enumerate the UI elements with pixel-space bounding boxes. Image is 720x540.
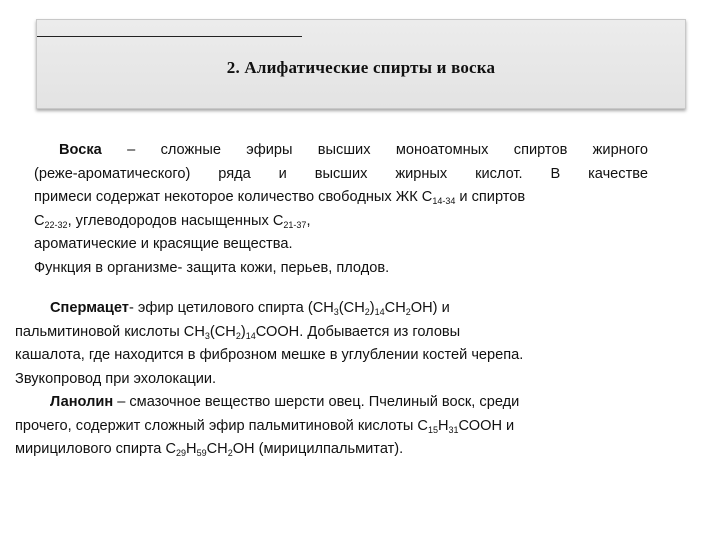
lanolin-line-2: прочего, содержит сложный эфир пальмитиновой кислоты $С_{15}Н_{31}СООН$ и [15, 417, 515, 435]
slide-title: 2. Алифатические спирты и воска [226, 58, 496, 77]
title-rule [37, 36, 302, 37]
lanolin-term: Ланолин [50, 394, 114, 410]
voska-line-3: примеси содержат некоторое количество свободных ЖК $С_{14-34}$ и спиртов [34, 189, 526, 206]
spermacet-line-4: Звукопровод при эхолокации. [15, 370, 217, 387]
voska-line-4: $С_{22-32}$, углеводородов насыщенных $С_{21-37}$, [34, 212, 311, 230]
spermacet-lanolin-paragraph [15, 297, 655, 462]
voska-term: Воска [59, 142, 102, 158]
spermacet-line-3: кашалота, где находится в фиброзном мешке в углублении костей черепа. [15, 347, 524, 363]
voska-function: Функция в организме- защита кожи, перьев, плодов. [34, 259, 390, 276]
voska-paragraph [34, 139, 648, 280]
lanolin-line-1: Ланолин – смазочное вещество шерсти овец. Пчелиный воск, среди [50, 394, 520, 410]
slide-title-box [36, 19, 686, 109]
voska-line-1: Воска – сложные эфиры высших моноатомных спиртов жирного [59, 142, 648, 158]
spermacet-line-2: пальмитиновой кислоты $СН_3(СН_2)_{14}СООН$. Добывается из головы [15, 323, 461, 341]
voska-line-2: (реже-ароматического) ряда и высших жирных кислот. В качестве [34, 165, 648, 182]
voska-line-5: ароматические и красящие вещества. [34, 236, 293, 252]
spermacet-term: Спермацет [50, 300, 129, 316]
lanolin-line-3: мирицилового спирта $С_{29}Н_{59}СН_2ОН$ (мирицилпальмитат). [15, 441, 404, 458]
spermacet-line-1: Спермацет- эфир цетилового спирта $(СН_3(СН_2)_{14}СН_2ОН)$ и [50, 300, 450, 317]
